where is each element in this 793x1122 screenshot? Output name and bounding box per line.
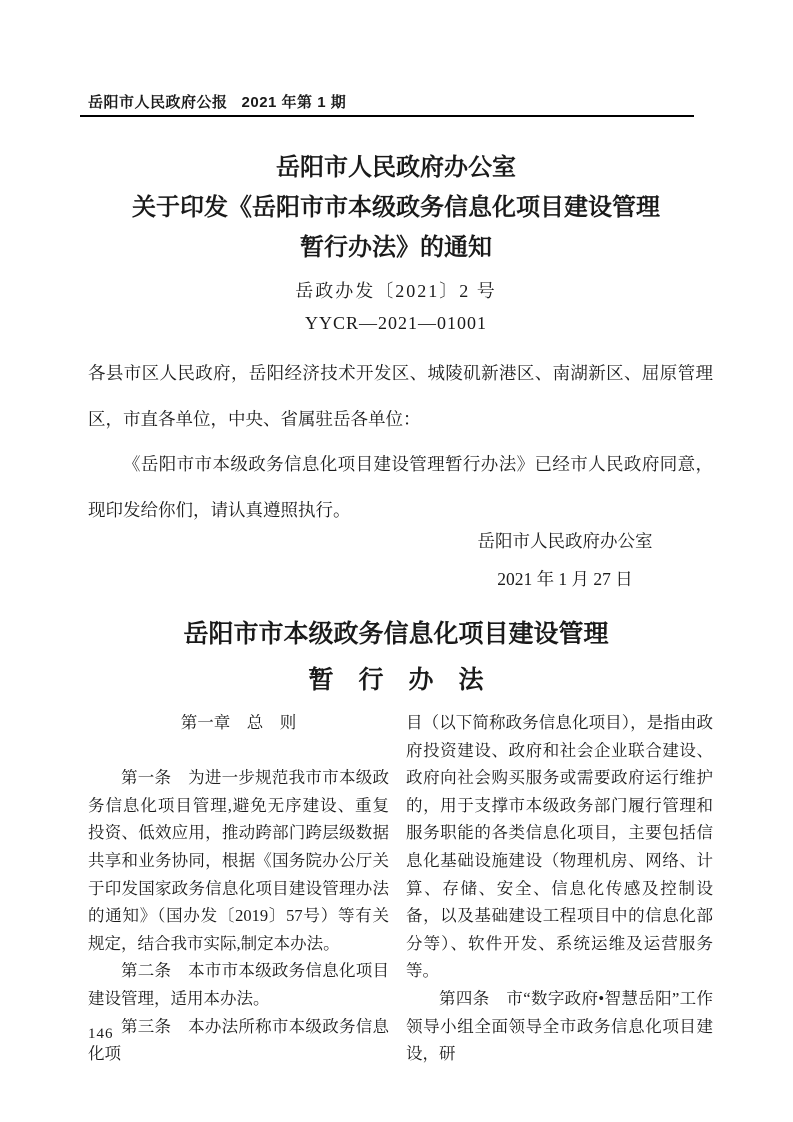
notice-body-paragraph: 《岳阳市市本级政务信息化项目建设管理暂行办法》已经市人民政府同意，现印发给你们，请认真遵照执行。: [88, 454, 713, 520]
article-3-start: 第三条 本办法所称市本级政务信息化项: [88, 1016, 389, 1064]
regulation-title-line1: 岳阳市市本级政务信息化项目建设管理: [183, 621, 609, 648]
header-rule: [80, 115, 694, 117]
regulation-columns: [88, 709, 713, 1068]
notice-title-line2: 关于印发《岳阳市市本级政务信息化项目建设管理: [132, 195, 660, 221]
notice-body: [88, 351, 713, 533]
article-4-start: 第四条 市“数字政府•智慧岳阳”工作领导小组全面领导全市政务信息化项目建设，研: [406, 988, 713, 1064]
signature-date: 2021 年 1 月 27 日: [497, 569, 633, 589]
serial-number: YYCR—2021—01001: [304, 313, 487, 333]
article-3-continuation: 目（以下简称政务信息化项目），是指由政府投资建设、政府和社会企业联合建设、政府向社会购买服务或需要政府运行维护的，用于支撑市本级政务部门履行管理和服务职能的各类信息化项目，主要包括信息化基础设施建设（物理机房、网络、计算、存储、安全、信息化传感及控制设备，以及基础建设工程项目中的信息化部分等）、软件开发、系统运维及运营服务等。: [406, 713, 713, 981]
chapter-heading: 第一章 总 则: [180, 713, 297, 732]
page-number: 146: [88, 1026, 114, 1042]
gazette-issue: 2021 年第 1 期: [241, 94, 347, 111]
gazette-title: 岳阳市人民政府公报: [88, 94, 228, 111]
article-1: 第一条 为进一步规范我市市本级政务信息化项目管理,避免无序建设、重复投资、低效应用，推动跨部门跨层级数据共享和业务协同，根据《国务院办公厅关于印发国家政务信息化项目建设管理办法的通知》（国办发〔2019〕57号）等有关规定，结合我市实际,制定本办法。: [88, 768, 389, 953]
signature-office: 岳阳市人民政府办公室: [477, 531, 653, 551]
notice-addressee: 各县市区人民政府，岳阳经济技术开发区、城陵矶新港区、南湖新区、屈原管理区，市直各单位，中央、省属驻岳各单位：: [88, 363, 713, 429]
doc-number: 岳政办发〔2021〕2 号: [295, 281, 497, 301]
regulation-column-right: [406, 709, 713, 1068]
regulation-title: [84, 612, 708, 704]
running-header: [88, 91, 346, 112]
signature-block: [476, 522, 654, 598]
notice-title-line1: 岳阳市人民政府办公室: [276, 155, 516, 181]
regulation-column-left: [88, 709, 389, 1068]
notice-title: [84, 148, 708, 268]
notice-title-line3: 暂行办法》的通知: [300, 235, 492, 261]
article-2: 第二条 本市市本级政务信息化项目建设管理，适用本办法。: [88, 961, 389, 1008]
regulation-title-line2: 暂 行 办 法: [308, 667, 484, 694]
